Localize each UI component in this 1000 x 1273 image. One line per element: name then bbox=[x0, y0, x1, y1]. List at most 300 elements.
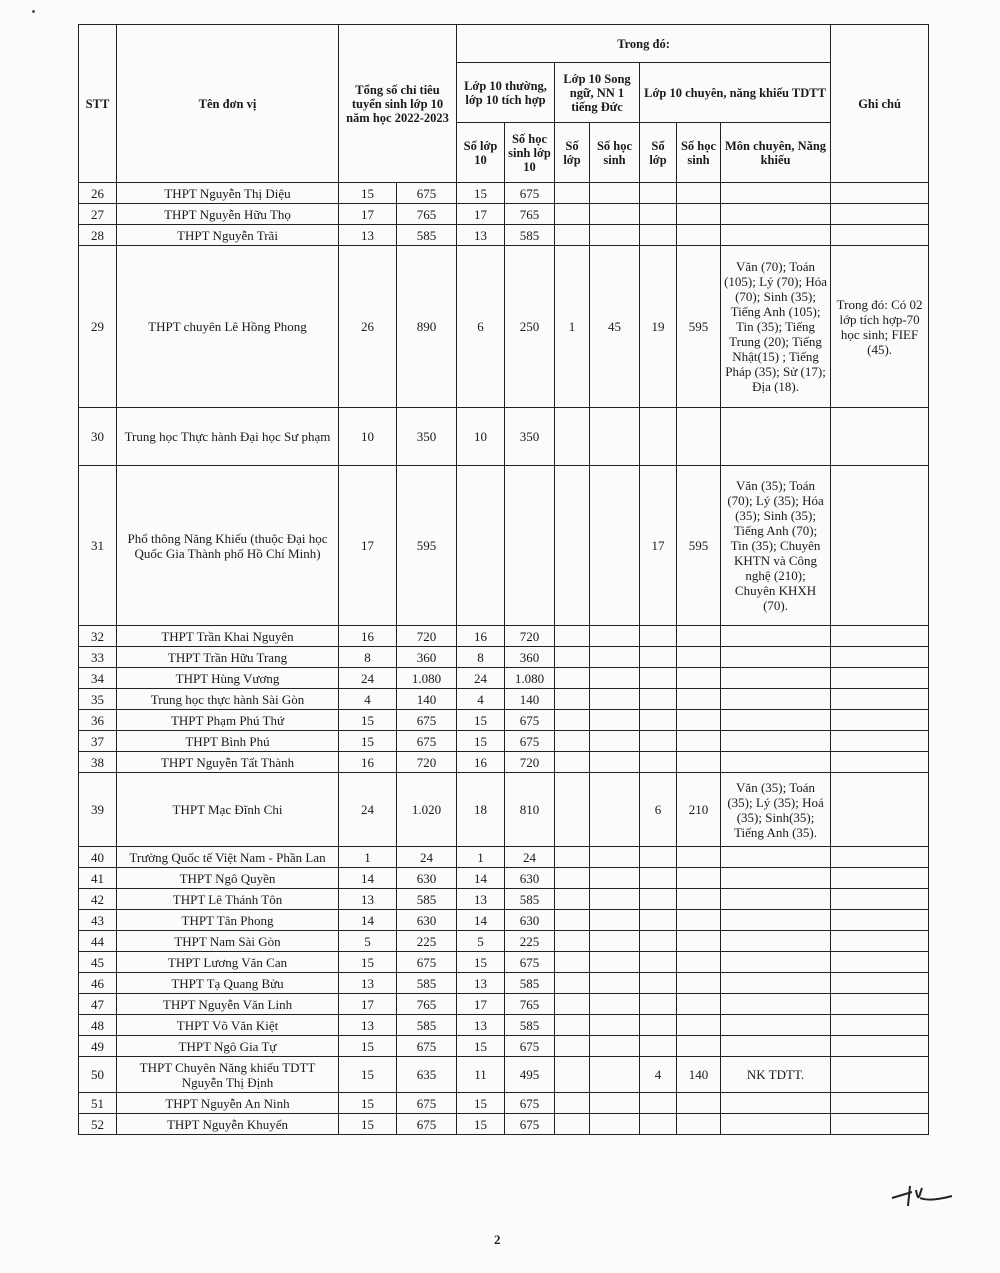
cell-specialized-classes bbox=[640, 847, 677, 868]
cell-reg-students: 765 bbox=[505, 994, 555, 1015]
table-row bbox=[79, 246, 929, 408]
cell-specialized-students bbox=[677, 1015, 721, 1036]
cell-stt: 43 bbox=[79, 910, 117, 931]
cell-name: THPT Ngô Quyền bbox=[117, 868, 339, 889]
cell-name: THPT Nguyễn Trãi bbox=[117, 225, 339, 246]
cell-reg-classes: 6 bbox=[457, 246, 505, 408]
cell-specialized-subjects bbox=[721, 626, 831, 647]
cell-name: Trung học Thực hành Đại học Sư phạm bbox=[117, 408, 339, 466]
cell-total-students: 675 bbox=[397, 1093, 457, 1114]
cell-bilingual-classes bbox=[555, 668, 590, 689]
cell-note bbox=[831, 1093, 929, 1114]
cell-specialized-students bbox=[677, 868, 721, 889]
cell-specialized-students bbox=[677, 408, 721, 466]
cell-total-students: 1.020 bbox=[397, 773, 457, 847]
cell-reg-classes: 1 bbox=[457, 847, 505, 868]
cell-total-classes: 24 bbox=[339, 773, 397, 847]
cell-bilingual-classes bbox=[555, 847, 590, 868]
cell-stt: 46 bbox=[79, 973, 117, 994]
cell-bilingual-students bbox=[590, 668, 640, 689]
cell-bilingual-students bbox=[590, 647, 640, 668]
cell-reg-students: 24 bbox=[505, 847, 555, 868]
cell-bilingual-students bbox=[590, 710, 640, 731]
cell-bilingual-classes: 1 bbox=[555, 246, 590, 408]
table-row bbox=[79, 689, 929, 710]
cell-specialized-students bbox=[677, 910, 721, 931]
cell-bilingual-classes bbox=[555, 626, 590, 647]
cell-specialized-classes: 17 bbox=[640, 466, 677, 626]
cell-total-students: 595 bbox=[397, 466, 457, 626]
cell-stt: 42 bbox=[79, 889, 117, 910]
table-row bbox=[79, 1036, 929, 1057]
table-row bbox=[79, 994, 929, 1015]
cell-total-students: 675 bbox=[397, 710, 457, 731]
cell-specialized-subjects bbox=[721, 910, 831, 931]
cell-note bbox=[831, 689, 929, 710]
cell-total-students: 675 bbox=[397, 731, 457, 752]
cell-stt: 35 bbox=[79, 689, 117, 710]
header-trong-do: Trong đó: bbox=[457, 25, 831, 63]
cell-bilingual-classes bbox=[555, 973, 590, 994]
cell-specialized-subjects bbox=[721, 994, 831, 1015]
cell-total-classes: 8 bbox=[339, 647, 397, 668]
table-row bbox=[79, 773, 929, 847]
cell-name: THPT Mạc Đĩnh Chi bbox=[117, 773, 339, 847]
cell-specialized-subjects: Văn (35); Toán (35); Lý (35); Hoá (35); Sinh(35); Tiếng Anh (35). bbox=[721, 773, 831, 847]
header-so-hs-lop-10: Số học sinh lớp 10 bbox=[505, 123, 555, 183]
table-row bbox=[79, 731, 929, 752]
table-row bbox=[79, 889, 929, 910]
cell-reg-students: 720 bbox=[505, 626, 555, 647]
cell-stt: 47 bbox=[79, 994, 117, 1015]
cell-total-classes: 13 bbox=[339, 973, 397, 994]
cell-note bbox=[831, 710, 929, 731]
cell-stt: 39 bbox=[79, 773, 117, 847]
cell-specialized-classes bbox=[640, 731, 677, 752]
cell-reg-classes: 16 bbox=[457, 626, 505, 647]
cell-bilingual-students bbox=[590, 466, 640, 626]
cell-total-students: 24 bbox=[397, 847, 457, 868]
table-row bbox=[79, 204, 929, 225]
cell-specialized-students bbox=[677, 183, 721, 204]
cell-bilingual-classes bbox=[555, 889, 590, 910]
cell-stt: 29 bbox=[79, 246, 117, 408]
cell-specialized-subjects bbox=[721, 868, 831, 889]
cell-specialized-students bbox=[677, 225, 721, 246]
table-row bbox=[79, 973, 929, 994]
cell-specialized-classes bbox=[640, 710, 677, 731]
cell-specialized-classes bbox=[640, 225, 677, 246]
cell-reg-students: 360 bbox=[505, 647, 555, 668]
cell-bilingual-students bbox=[590, 183, 640, 204]
header-so-hoc-sinh: Số học sinh bbox=[590, 123, 640, 183]
cell-note bbox=[831, 847, 929, 868]
header-so-lop: Số lớp bbox=[555, 123, 590, 183]
cell-bilingual-students bbox=[590, 847, 640, 868]
cell-bilingual-students bbox=[590, 731, 640, 752]
cell-reg-classes: 13 bbox=[457, 225, 505, 246]
cell-name: THPT Nguyễn Khuyến bbox=[117, 1114, 339, 1135]
cell-bilingual-classes bbox=[555, 1114, 590, 1135]
cell-total-students: 585 bbox=[397, 889, 457, 910]
cell-name: THPT Nguyễn Văn Linh bbox=[117, 994, 339, 1015]
cell-specialized-students bbox=[677, 847, 721, 868]
cell-specialized-classes bbox=[640, 1015, 677, 1036]
table-row bbox=[79, 626, 929, 647]
table-row bbox=[79, 868, 929, 889]
cell-stt: 48 bbox=[79, 1015, 117, 1036]
cell-name: THPT Hùng Vương bbox=[117, 668, 339, 689]
cell-name: Trung học thực hành Sài Gòn bbox=[117, 689, 339, 710]
cell-specialized-classes bbox=[640, 973, 677, 994]
cell-total-classes: 15 bbox=[339, 1036, 397, 1057]
cell-reg-classes: 15 bbox=[457, 731, 505, 752]
cell-reg-students: 585 bbox=[505, 889, 555, 910]
cell-name: THPT Nguyễn Hữu Thọ bbox=[117, 204, 339, 225]
cell-bilingual-students bbox=[590, 1036, 640, 1057]
cell-specialized-classes bbox=[640, 1114, 677, 1135]
cell-bilingual-students bbox=[590, 868, 640, 889]
cell-bilingual-classes bbox=[555, 225, 590, 246]
table-body bbox=[79, 183, 929, 1135]
cell-specialized-classes bbox=[640, 868, 677, 889]
header-group-song-ngu: Lớp 10 Song ngữ, NN 1 tiếng Đức bbox=[555, 63, 640, 123]
cell-specialized-subjects: NK TDTT. bbox=[721, 1057, 831, 1093]
cell-reg-students: 765 bbox=[505, 204, 555, 225]
cell-bilingual-classes bbox=[555, 1093, 590, 1114]
header-ten-don-vi: Tên đơn vị bbox=[117, 25, 339, 183]
cell-stt: 52 bbox=[79, 1114, 117, 1135]
cell-specialized-classes bbox=[640, 626, 677, 647]
cell-note bbox=[831, 731, 929, 752]
cell-specialized-students: 210 bbox=[677, 773, 721, 847]
cell-total-classes: 16 bbox=[339, 626, 397, 647]
cell-bilingual-classes bbox=[555, 952, 590, 973]
cell-bilingual-classes bbox=[555, 994, 590, 1015]
cell-total-classes: 13 bbox=[339, 1015, 397, 1036]
header-ghi-chu: Ghi chú bbox=[831, 25, 929, 183]
cell-name: THPT Chuyên Năng khiếu TDTT Nguyễn Thị Định bbox=[117, 1057, 339, 1093]
page-number: 2 bbox=[494, 1232, 501, 1247]
cell-specialized-students bbox=[677, 710, 721, 731]
cell-total-students: 585 bbox=[397, 973, 457, 994]
cell-reg-students: 675 bbox=[505, 952, 555, 973]
cell-name: THPT Bình Phú bbox=[117, 731, 339, 752]
cell-reg-students: 675 bbox=[505, 731, 555, 752]
cell-total-students: 635 bbox=[397, 1057, 457, 1093]
cell-reg-classes: 24 bbox=[457, 668, 505, 689]
cell-reg-classes: 18 bbox=[457, 773, 505, 847]
cell-reg-students: 140 bbox=[505, 689, 555, 710]
cell-stt: 28 bbox=[79, 225, 117, 246]
cell-specialized-subjects bbox=[721, 225, 831, 246]
cell-note bbox=[831, 204, 929, 225]
cell-note bbox=[831, 773, 929, 847]
cell-specialized-subjects bbox=[721, 668, 831, 689]
cell-specialized-classes bbox=[640, 204, 677, 225]
cell-stt: 41 bbox=[79, 868, 117, 889]
header-so-lop-chuyen: Số lớp bbox=[640, 123, 677, 183]
cell-reg-classes: 15 bbox=[457, 1114, 505, 1135]
cell-note bbox=[831, 466, 929, 626]
cell-reg-students: 585 bbox=[505, 973, 555, 994]
cell-note bbox=[831, 910, 929, 931]
cell-reg-classes: 15 bbox=[457, 183, 505, 204]
cell-total-students: 765 bbox=[397, 994, 457, 1015]
cell-specialized-classes bbox=[640, 994, 677, 1015]
cell-bilingual-classes bbox=[555, 647, 590, 668]
cell-reg-students: 720 bbox=[505, 752, 555, 773]
cell-name: THPT Võ Văn Kiệt bbox=[117, 1015, 339, 1036]
header-stt: STT bbox=[79, 25, 117, 183]
cell-specialized-subjects bbox=[721, 731, 831, 752]
header-tong-so: Tổng số chỉ tiêu tuyển sinh lớp 10 năm học 2022-2023 bbox=[339, 25, 457, 183]
cell-specialized-students bbox=[677, 952, 721, 973]
cell-total-students: 1.080 bbox=[397, 668, 457, 689]
cell-note: Trong đó: Có 02 lớp tích hợp-70 học sinh; FIEF (45). bbox=[831, 246, 929, 408]
table-row bbox=[79, 1114, 929, 1135]
cell-reg-classes: 4 bbox=[457, 689, 505, 710]
cell-stt: 36 bbox=[79, 710, 117, 731]
cell-bilingual-classes bbox=[555, 752, 590, 773]
cell-specialized-students: 595 bbox=[677, 466, 721, 626]
cell-note bbox=[831, 183, 929, 204]
cell-bilingual-students bbox=[590, 408, 640, 466]
cell-stt: 40 bbox=[79, 847, 117, 868]
cell-specialized-subjects bbox=[721, 1114, 831, 1135]
cell-specialized-subjects bbox=[721, 1093, 831, 1114]
cell-bilingual-students bbox=[590, 752, 640, 773]
cell-bilingual-students bbox=[590, 994, 640, 1015]
cell-reg-classes: 13 bbox=[457, 1015, 505, 1036]
cell-specialized-students bbox=[677, 1036, 721, 1057]
cell-reg-students: 350 bbox=[505, 408, 555, 466]
cell-reg-students: 675 bbox=[505, 183, 555, 204]
cell-total-classes: 24 bbox=[339, 668, 397, 689]
cell-stt: 32 bbox=[79, 626, 117, 647]
cell-reg-students: 675 bbox=[505, 1093, 555, 1114]
cell-total-classes: 17 bbox=[339, 466, 397, 626]
cell-name: THPT Ngô Gia Tự bbox=[117, 1036, 339, 1057]
table-row bbox=[79, 1015, 929, 1036]
cell-specialized-classes bbox=[640, 1036, 677, 1057]
cell-specialized-classes bbox=[640, 931, 677, 952]
cell-specialized-subjects bbox=[721, 408, 831, 466]
cell-total-classes: 13 bbox=[339, 225, 397, 246]
cell-total-classes: 16 bbox=[339, 752, 397, 773]
cell-reg-students: 810 bbox=[505, 773, 555, 847]
cell-specialized-students bbox=[677, 689, 721, 710]
cell-total-classes: 13 bbox=[339, 889, 397, 910]
cell-bilingual-students bbox=[590, 931, 640, 952]
cell-specialized-subjects bbox=[721, 1036, 831, 1057]
cell-stt: 44 bbox=[79, 931, 117, 952]
cell-total-classes: 15 bbox=[339, 952, 397, 973]
cell-stt: 30 bbox=[79, 408, 117, 466]
table-row bbox=[79, 847, 929, 868]
cell-specialized-students bbox=[677, 668, 721, 689]
cell-specialized-subjects: Văn (35); Toán (70); Lý (35); Hóa (35); Sinh (35); Tiếng Anh (70); Tin (35); Chuyên KHTN và Công nghệ (210); Chuyên KHXH (70). bbox=[721, 466, 831, 626]
cell-note bbox=[831, 668, 929, 689]
table-row bbox=[79, 466, 929, 626]
cell-note bbox=[831, 973, 929, 994]
cell-reg-classes bbox=[457, 466, 505, 626]
cell-name: Phổ thông Năng Khiếu (thuộc Đại học Quốc Gia Thành phố Hồ Chí Minh) bbox=[117, 466, 339, 626]
cell-bilingual-classes bbox=[555, 773, 590, 847]
cell-bilingual-students bbox=[590, 1057, 640, 1093]
cell-bilingual-students bbox=[590, 973, 640, 994]
cell-specialized-students: 140 bbox=[677, 1057, 721, 1093]
cell-name: THPT Nguyễn Tất Thành bbox=[117, 752, 339, 773]
cell-specialized-classes: 6 bbox=[640, 773, 677, 847]
cell-stt: 26 bbox=[79, 183, 117, 204]
cell-reg-students: 1.080 bbox=[505, 668, 555, 689]
cell-total-students: 675 bbox=[397, 183, 457, 204]
cell-specialized-subjects bbox=[721, 889, 831, 910]
cell-name: THPT Tạ Quang Bửu bbox=[117, 973, 339, 994]
cell-total-students: 225 bbox=[397, 931, 457, 952]
cell-bilingual-students bbox=[590, 910, 640, 931]
cell-name: THPT Lương Văn Can bbox=[117, 952, 339, 973]
cell-specialized-classes bbox=[640, 668, 677, 689]
cell-note bbox=[831, 868, 929, 889]
cell-bilingual-students bbox=[590, 889, 640, 910]
cell-reg-classes: 14 bbox=[457, 868, 505, 889]
cell-name: THPT Trần Hữu Trang bbox=[117, 647, 339, 668]
cell-bilingual-classes bbox=[555, 183, 590, 204]
table-row bbox=[79, 408, 929, 466]
cell-bilingual-students bbox=[590, 626, 640, 647]
cell-total-classes: 17 bbox=[339, 994, 397, 1015]
cell-bilingual-classes bbox=[555, 466, 590, 626]
cell-name: THPT Phạm Phú Thứ bbox=[117, 710, 339, 731]
cell-specialized-subjects bbox=[721, 752, 831, 773]
table-row bbox=[79, 1057, 929, 1093]
cell-name: THPT Nguyễn An Ninh bbox=[117, 1093, 339, 1114]
cell-specialized-subjects bbox=[721, 931, 831, 952]
cell-total-classes: 15 bbox=[339, 183, 397, 204]
cell-total-students: 675 bbox=[397, 1036, 457, 1057]
cell-specialized-classes bbox=[640, 889, 677, 910]
cell-specialized-subjects bbox=[721, 183, 831, 204]
cell-total-classes: 4 bbox=[339, 689, 397, 710]
cell-total-classes: 5 bbox=[339, 931, 397, 952]
cell-bilingual-students: 45 bbox=[590, 246, 640, 408]
cell-bilingual-classes bbox=[555, 204, 590, 225]
cell-total-classes: 15 bbox=[339, 1093, 397, 1114]
cell-total-classes: 1 bbox=[339, 847, 397, 868]
cell-stt: 45 bbox=[79, 952, 117, 973]
cell-total-students: 140 bbox=[397, 689, 457, 710]
cell-specialized-classes bbox=[640, 183, 677, 204]
cell-name: THPT chuyên Lê Hồng Phong bbox=[117, 246, 339, 408]
cell-total-classes: 26 bbox=[339, 246, 397, 408]
cell-bilingual-students bbox=[590, 1015, 640, 1036]
cell-total-classes: 14 bbox=[339, 910, 397, 931]
cell-note bbox=[831, 1015, 929, 1036]
cell-total-classes: 15 bbox=[339, 1057, 397, 1093]
cell-specialized-subjects bbox=[721, 973, 831, 994]
cell-total-classes: 15 bbox=[339, 1114, 397, 1135]
cell-bilingual-students bbox=[590, 952, 640, 973]
cell-bilingual-classes bbox=[555, 868, 590, 889]
cell-specialized-students bbox=[677, 973, 721, 994]
cell-total-students: 675 bbox=[397, 1114, 457, 1135]
cell-reg-students: 585 bbox=[505, 1015, 555, 1036]
cell-reg-students: 250 bbox=[505, 246, 555, 408]
cell-stt: 33 bbox=[79, 647, 117, 668]
cell-name: THPT Tân Phong bbox=[117, 910, 339, 931]
cell-name: THPT Trần Khai Nguyên bbox=[117, 626, 339, 647]
cell-specialized-subjects: Văn (70); Toán (105); Lý (70); Hóa (70); Sinh (35); Tiếng Anh (105); Tin (35); Tiếng Trung (20); Tiếng Nhật(15) ; Tiếng Pháp (35); Sử (17); Địa (18). bbox=[721, 246, 831, 408]
cell-specialized-classes bbox=[640, 752, 677, 773]
cell-specialized-classes bbox=[640, 1093, 677, 1114]
cell-total-classes: 15 bbox=[339, 731, 397, 752]
cell-stt: 27 bbox=[79, 204, 117, 225]
cell-specialized-students bbox=[677, 731, 721, 752]
cell-specialized-students bbox=[677, 204, 721, 225]
cell-total-students: 585 bbox=[397, 1015, 457, 1036]
cell-reg-classes: 17 bbox=[457, 994, 505, 1015]
cell-reg-classes: 8 bbox=[457, 647, 505, 668]
scan-speck bbox=[32, 10, 35, 13]
cell-name: Trường Quốc tế Việt Nam - Phần Lan bbox=[117, 847, 339, 868]
cell-reg-classes: 13 bbox=[457, 889, 505, 910]
cell-specialized-classes bbox=[640, 689, 677, 710]
cell-total-classes: 10 bbox=[339, 408, 397, 466]
cell-specialized-students bbox=[677, 1093, 721, 1114]
cell-specialized-classes bbox=[640, 910, 677, 931]
table-row bbox=[79, 952, 929, 973]
cell-note bbox=[831, 408, 929, 466]
cell-reg-classes: 15 bbox=[457, 952, 505, 973]
cell-total-students: 720 bbox=[397, 626, 457, 647]
cell-stt: 51 bbox=[79, 1093, 117, 1114]
table-row bbox=[79, 668, 929, 689]
signature-mark bbox=[890, 1180, 960, 1210]
cell-total-students: 630 bbox=[397, 868, 457, 889]
table-row bbox=[79, 647, 929, 668]
cell-specialized-classes bbox=[640, 408, 677, 466]
cell-reg-classes: 10 bbox=[457, 408, 505, 466]
cell-bilingual-classes bbox=[555, 408, 590, 466]
table-row bbox=[79, 710, 929, 731]
cell-reg-classes: 15 bbox=[457, 710, 505, 731]
cell-specialized-classes: 19 bbox=[640, 246, 677, 408]
table-row bbox=[79, 225, 929, 246]
cell-specialized-classes: 4 bbox=[640, 1057, 677, 1093]
cell-total-classes: 15 bbox=[339, 710, 397, 731]
cell-bilingual-classes bbox=[555, 689, 590, 710]
cell-bilingual-classes bbox=[555, 1057, 590, 1093]
cell-bilingual-classes bbox=[555, 1036, 590, 1057]
cell-total-students: 675 bbox=[397, 952, 457, 973]
cell-total-students: 585 bbox=[397, 225, 457, 246]
cell-specialized-subjects bbox=[721, 204, 831, 225]
cell-reg-students: 675 bbox=[505, 710, 555, 731]
cell-reg-classes: 15 bbox=[457, 1036, 505, 1057]
cell-bilingual-classes bbox=[555, 710, 590, 731]
cell-bilingual-classes bbox=[555, 910, 590, 931]
cell-name: THPT Nguyễn Thị Diệu bbox=[117, 183, 339, 204]
cell-reg-classes: 16 bbox=[457, 752, 505, 773]
cell-specialized-subjects bbox=[721, 1015, 831, 1036]
header-mon-chuyen: Môn chuyên, Năng khiếu bbox=[721, 123, 831, 183]
cell-stt: 50 bbox=[79, 1057, 117, 1093]
cell-note bbox=[831, 952, 929, 973]
cell-specialized-students: 595 bbox=[677, 246, 721, 408]
cell-bilingual-students bbox=[590, 689, 640, 710]
